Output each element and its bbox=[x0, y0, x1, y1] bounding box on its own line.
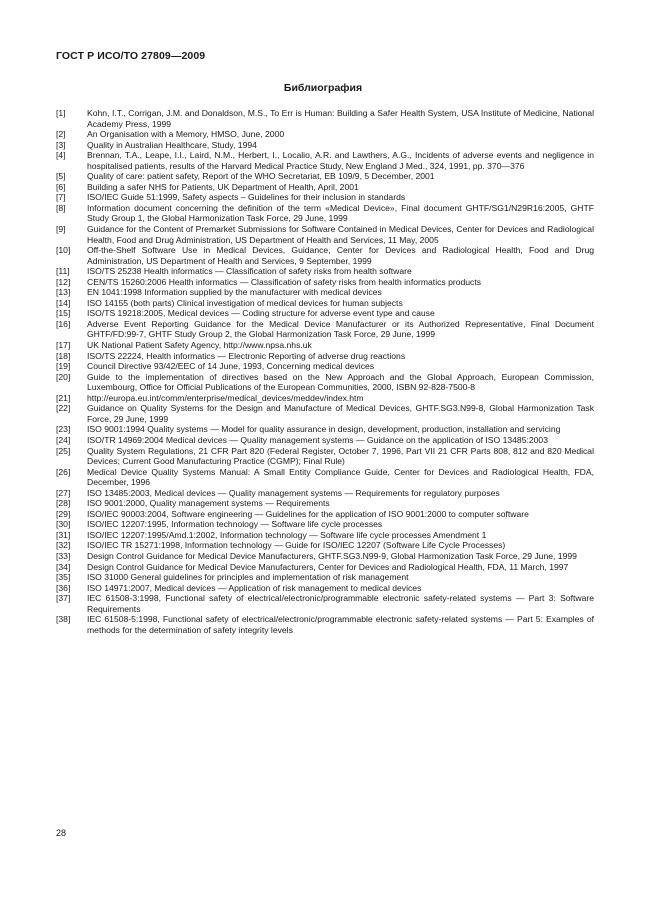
bibliography-entry-number: [9] bbox=[56, 224, 66, 235]
bibliography-entry bbox=[56, 182, 594, 193]
bibliography-entry-number: [16] bbox=[56, 318, 71, 329]
bibliography-entry-text: Guide to the implementation of directives based on the New Approach and the Global Approach, European Commission, Luxembourg, Office for Official Publications of the European Communities, 2000, ISBN 92-828-7500-8 bbox=[87, 371, 594, 393]
bibliography-entry bbox=[56, 467, 594, 488]
bibliography-entry-number: [3] bbox=[56, 139, 66, 150]
bibliography-entry-text: Kohn, I.T., Corrigan, J.M. and Donaldson, M.S., To Err is Human: Building a Safer Health System, USA Institute of Medicine, National Academy Press, 1999 bbox=[87, 108, 594, 129]
bibliography-entry bbox=[56, 593, 594, 614]
bibliography-entry-number: [37] bbox=[56, 593, 71, 604]
bibliography-entry bbox=[56, 266, 594, 277]
bibliography-entry-number: [2] bbox=[56, 129, 66, 140]
page-number: 28 bbox=[56, 828, 67, 838]
bibliography-entry-text: ISO/IEC 90003:2004, Software engineering — Guidelines for the application of ISO 9001:2000 to computer software bbox=[87, 508, 529, 519]
bibliography-entry-number: [26] bbox=[56, 466, 71, 477]
bibliography-entry-number: [7] bbox=[56, 192, 66, 203]
bibliography-entry-text: An Organisation with a Memory, HMSO, June, 2000 bbox=[87, 129, 285, 140]
bibliography-entry-number: [23] bbox=[56, 424, 71, 435]
bibliography-entry-text: ISO/IEC Guide 51:1999, Safety aspects – Guidelines for their inclusion in standards bbox=[87, 192, 406, 203]
bibliography-entry-text: Guidance on Quality Systems for the Design and Manufacture of Medical Devices, GHTF.SG3.N99-8, Global Harmonization Task Force, 29 June, 1999 bbox=[87, 403, 594, 424]
bibliography-entry bbox=[56, 150, 594, 171]
bibliography-entry-text: ISO 14155 (both parts) Clinical investigation of medical devices for human subjects bbox=[87, 297, 403, 308]
bibliography-entry-number: [5] bbox=[56, 171, 66, 182]
bibliography-entry-number: [38] bbox=[56, 614, 71, 625]
bibliography-entry bbox=[56, 192, 594, 203]
page-header-standard-code: ГОСТ Р ИСО/ТО 27809—2009 bbox=[56, 50, 206, 62]
bibliography-entry-text: ISO 9001:2000, Quality management systems — Requirements bbox=[87, 498, 330, 509]
bibliography-entry bbox=[56, 140, 594, 151]
bibliography-list bbox=[56, 108, 594, 635]
bibliography-entry-number: [25] bbox=[56, 445, 71, 456]
bibliography-entry-text: Quality in Australian Healthcare, Study, 1994 bbox=[87, 139, 257, 150]
bibliography-entry-text: http://europa.eu.int/comm/enterprise/medical_devices/meddev/index.htm bbox=[87, 392, 364, 403]
bibliography-entry bbox=[56, 203, 594, 224]
bibliography-entry bbox=[56, 308, 594, 319]
bibliography-entry bbox=[56, 488, 594, 499]
bibliography-entry-number: [29] bbox=[56, 508, 71, 519]
bibliography-entry bbox=[56, 224, 594, 245]
bibliography-entry-number: [4] bbox=[56, 150, 66, 161]
bibliography-entry-text: ISO/TS 22224, Health informatics — Electronic Reporting of adverse drug reactions bbox=[87, 350, 406, 361]
bibliography-entry bbox=[56, 361, 594, 372]
bibliography-entry bbox=[56, 562, 594, 573]
bibliography-entry-text: IEC 61508-3:1998, Functional safety of electrical/electronic/programmable electronic safety-related systems — Part 3: Software Requirements bbox=[87, 593, 594, 614]
bibliography-entry-text: Quality System Regulations, 21 CFR Part 820 (Federal Register, October 7, 1996, Part VII 21 CFR Parts 808, 812 and 820 Medical Devices; Current Good Manufacturing Practice (CGMP); Final Rule) bbox=[87, 445, 594, 467]
bibliography-entry-number: [1] bbox=[56, 108, 66, 118]
bibliography-entry bbox=[56, 509, 594, 520]
bibliography-entry-number: [14] bbox=[56, 297, 71, 308]
bibliography-entry-text: Medical Device Quality Systems Manual: A Small Entity Compliance Guide, Center for Devices and Radiological Health, FDA, December, 1996 bbox=[87, 466, 594, 488]
bibliography-entry bbox=[56, 424, 594, 435]
bibliography-entry bbox=[56, 171, 594, 182]
bibliography-entry-text: Design Control Guidance for Medical Device Manufacturers, Center for Devices and Radiological Health, FDA, 11 March, 1997 bbox=[87, 561, 569, 572]
bibliography-entry bbox=[56, 614, 594, 635]
bibliography-entry bbox=[56, 572, 594, 583]
bibliography-entry-text: Quality of care: patient safety, Report of the WHO Secretariat, EB 109/9, 5 December, 2001 bbox=[87, 171, 435, 182]
bibliography-entry bbox=[56, 435, 594, 446]
bibliography-entry-text: ISO/IEC 12207:1995/Amd.1:2002, Information technology — Software life cycle processes Amendment 1 bbox=[87, 529, 487, 540]
bibliography-entry bbox=[56, 245, 594, 266]
bibliography-entry-text: Information document concerning the definition of the term «Medical Device», Final document GHTF/SG1/N29R16:2005, GHTF Study Group 1, the Global Harmonization Task Force, 29 June, 1999 bbox=[87, 202, 594, 224]
bibliography-entry-text: ISO 9001:1994 Quality systems — Model for quality assurance in design, development, production, installation and servicing bbox=[87, 424, 561, 435]
bibliography-entry-text: ISO/TR 14969:2004 Medical devices — Quality management systems — Guidance on the application of ISO 13485:2003 bbox=[87, 434, 548, 445]
bibliography-entry-text: CEN/TS 15260:2006 Health informatics — Classification of safety risks from health informatics products bbox=[87, 276, 482, 287]
bibliography-entry-number: [8] bbox=[56, 202, 66, 213]
bibliography-entry bbox=[56, 277, 594, 288]
bibliography-entry-number: [18] bbox=[56, 350, 71, 361]
bibliography-entry-number: [11] bbox=[56, 266, 70, 277]
bibliography-entry-number: [13] bbox=[56, 287, 71, 298]
bibliography-entry-text: Council Directive 93/42/EEC of 14 June, 1993, Concerning medical devices bbox=[87, 361, 375, 372]
bibliography-entry-text: Adverse Event Reporting Guidance for the Medical Device Manufacturer or its Authorized Representative, Final Document GHTF/FD:99-7, GHTF Study Group 2, the Global Harmonization Task Force, 29 June, 1999 bbox=[87, 318, 594, 340]
bibliography-entry-text: Guidance for the Content of Premarket Submissions for Software Contained in Medical Devices, Center for Devices and Radiological Health, Food and Drug Administration, US Department of Health and Services, 11 May, 2005 bbox=[87, 224, 594, 245]
bibliography-entry-number: [21] bbox=[56, 392, 71, 403]
bibliography-entry-number: [27] bbox=[56, 487, 71, 498]
bibliography-entry bbox=[56, 551, 594, 562]
bibliography-entry-text: IEC 61508-5:1998, Functional safety of electrical/electronic/programmable electronic safety-related systems — Part 5: Examples of methods for the determination of safety integrity levels bbox=[87, 614, 594, 635]
bibliography-entry-number: [6] bbox=[56, 181, 66, 192]
bibliography-entry bbox=[56, 287, 594, 298]
bibliography-entry-number: [17] bbox=[56, 340, 71, 351]
bibliography-entry-text: ISO/TS 25238 Health informatics — Classification of safety risks from health software bbox=[87, 266, 412, 277]
bibliography-entry-text: Brennan, T.A., Leape, I.I., Laird, N.M., Herbert, I., Localio, A.R. and Lawthers, A.G., Incidents of adverse events and negligence in hospitalised patients, results of the Harvard Medical Practice Study, New England J Med., 324, 1991, pp. 370—376 bbox=[87, 150, 594, 171]
bibliography-entry-text: EN 1041:1998 Information supplied by the manufacturer with medical devices bbox=[87, 287, 382, 298]
bibliography-entry bbox=[56, 540, 594, 551]
bibliography-entry-number: [15] bbox=[56, 308, 71, 319]
section-title: Библиография bbox=[283, 82, 363, 94]
bibliography-entry-text: ISO/IEC 12207:1995, Information technology — Software life cycle processes bbox=[87, 519, 383, 530]
bibliography-entry-text: Building a safer NHS for Patients, UK Department of Health, April, 2001 bbox=[87, 181, 359, 192]
bibliography-entry-text: ISO 14971:2007, Medical devices — Application of risk management to medical devices bbox=[87, 582, 422, 593]
bibliography-entry-number: [32] bbox=[56, 540, 71, 551]
bibliography-entry-number: [19] bbox=[56, 361, 71, 372]
bibliography-entry bbox=[56, 298, 594, 309]
bibliography-entry-number: [28] bbox=[56, 498, 71, 509]
bibliography-entry bbox=[56, 583, 594, 594]
bibliography-entry-text: ISO/TS 19218:2005, Medical devices — Coding structure for adverse event type and cause bbox=[87, 308, 435, 319]
bibliography-entry-text: ISO/IEC TR 15271:1998, Information technology — Guide for ISO/IEC 12207 (Software Life Cycle Processes) bbox=[87, 540, 506, 551]
bibliography-entry bbox=[56, 498, 594, 509]
bibliography-entry-number: [34] bbox=[56, 561, 71, 572]
bibliography-entry bbox=[56, 403, 594, 424]
bibliography-entry-text: ISO 13485:2003, Medical devices — Quality management systems — Requirements for regulatory purposes bbox=[87, 487, 500, 498]
bibliography-entry bbox=[56, 129, 594, 140]
bibliography-entry-number: [10] bbox=[56, 245, 71, 256]
bibliography-entry-text: Off-the-Shelf Software Use in Medical Devices, Guidance, Center for Devices and Radiological Health, Food and Drug Administration, US Department of Health and Services, 9 September, 1999 bbox=[87, 245, 594, 266]
bibliography-entry bbox=[56, 372, 594, 393]
bibliography-entry bbox=[56, 519, 594, 530]
bibliography-entry-number: [22] bbox=[56, 403, 71, 414]
bibliography-entry-number: [30] bbox=[56, 519, 71, 530]
bibliography-entry-number: [35] bbox=[56, 572, 71, 583]
bibliography-entry bbox=[56, 319, 594, 340]
bibliography-entry bbox=[56, 340, 594, 351]
bibliography-entry-text: ISO 31000 General guidelines for principles and implementation of risk management bbox=[87, 572, 409, 583]
bibliography-entry-number: [12] bbox=[56, 276, 71, 287]
bibliography-entry bbox=[56, 446, 594, 467]
bibliography-entry-number: [31] bbox=[56, 529, 71, 540]
bibliography-entry-number: [20] bbox=[56, 371, 71, 382]
bibliography-entry-number: [36] bbox=[56, 582, 71, 593]
bibliography-entry-text: Design Control Guidance for Medical Device Manufacturers, GHTF.SG3.N99-9, Global Harmonization Task Force, 29 June, 1999 bbox=[87, 550, 577, 561]
bibliography-entry-number: [24] bbox=[56, 434, 71, 445]
bibliography-entry bbox=[56, 351, 594, 362]
bibliography-entry-number: [33] bbox=[56, 550, 71, 561]
bibliography-entry bbox=[56, 108, 594, 129]
bibliography-entry bbox=[56, 530, 594, 541]
bibliography-entry-text: UK National Patient Safety Agency, http://www.npsa.nhs.uk bbox=[87, 340, 312, 351]
bibliography-entry bbox=[56, 393, 594, 404]
